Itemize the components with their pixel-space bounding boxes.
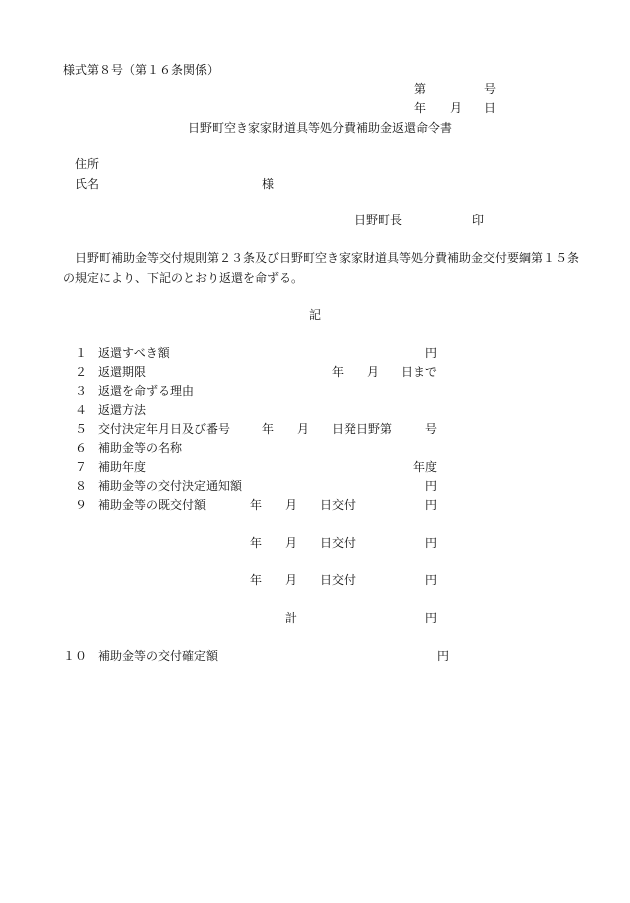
issuer-name: 日野町長 [354, 213, 403, 227]
item-number: ３ [75, 384, 88, 398]
payment-year: 年 [250, 498, 263, 512]
item-number: １０ [63, 649, 88, 663]
payment-unit: 円 [425, 536, 438, 550]
item-number: ８ [75, 479, 88, 493]
item-label: 補助金等の交付決定通知額 [98, 479, 243, 493]
item-label: 返還期限 [98, 365, 147, 379]
item-year: 年 [332, 365, 345, 379]
payment-month: 月 [285, 573, 298, 587]
item-label: 補助金等の名称 [98, 441, 183, 455]
date-month: 月 [450, 101, 463, 115]
payment-month: 月 [285, 498, 298, 512]
item-label: 返還すべき額 [98, 346, 170, 360]
address-label: 住所 [75, 157, 100, 171]
item-number: ２ [75, 365, 88, 379]
item-day: 日発日野第 [332, 422, 393, 436]
item-value: 円 [437, 649, 450, 663]
document-title: 日野町空き家家財道具等処分費補助金返還命令書 [188, 121, 453, 135]
form-label: 様式第８号（第１６条関係） [63, 63, 220, 77]
payment-day: 日交付 [320, 498, 357, 512]
total-unit: 円 [425, 611, 438, 625]
date-day: 日 [484, 101, 497, 115]
payment-unit: 円 [425, 498, 438, 512]
item-number: ６ [75, 441, 88, 455]
item-value: 日まで [401, 365, 438, 379]
item-label: 交付決定年月日及び番号 [98, 422, 231, 436]
body-line-1: 日野町補助金等交付規則第２３条及び日野町空き家家財道具等処分費補助金交付要綱第１５条 [75, 251, 580, 265]
item-value: 円 [425, 346, 438, 360]
item-value: 円 [425, 479, 438, 493]
payment-day: 日交付 [320, 573, 357, 587]
item-number: ７ [75, 460, 88, 474]
item-label: 返還を命ずる理由 [98, 384, 195, 398]
seal-mark: 印 [472, 213, 485, 227]
item-label: 補助金等の交付確定額 [98, 649, 219, 663]
item-month: 月 [297, 422, 310, 436]
doc-number-suffix: 号 [484, 82, 497, 96]
payment-month: 月 [285, 536, 298, 550]
item-value: 年度 [413, 460, 438, 474]
item-label: 補助年度 [98, 460, 147, 474]
item-number: ９ [75, 498, 88, 512]
item-label: 返還方法 [98, 403, 147, 417]
body-line-2: の規定により、下記のとおり返還を命ずる。 [63, 271, 304, 285]
item-value: 号 [425, 422, 438, 436]
item-number: ４ [75, 403, 88, 417]
doc-number-prefix: 第 [414, 82, 427, 96]
date-year: 年 [414, 101, 427, 115]
payment-year: 年 [250, 573, 263, 587]
item-number: ５ [75, 422, 88, 436]
honorific: 様 [262, 177, 275, 191]
item-month: 月 [367, 365, 380, 379]
total-label: 計 [285, 611, 298, 625]
payment-unit: 円 [425, 573, 438, 587]
payment-day: 日交付 [320, 536, 357, 550]
item-year: 年 [262, 422, 275, 436]
item-number: １ [75, 346, 88, 360]
item-label: 補助金等の既交付額 [98, 498, 207, 512]
name-label: 氏名 [75, 177, 100, 191]
ki-heading: 記 [309, 308, 322, 322]
payment-year: 年 [250, 536, 263, 550]
